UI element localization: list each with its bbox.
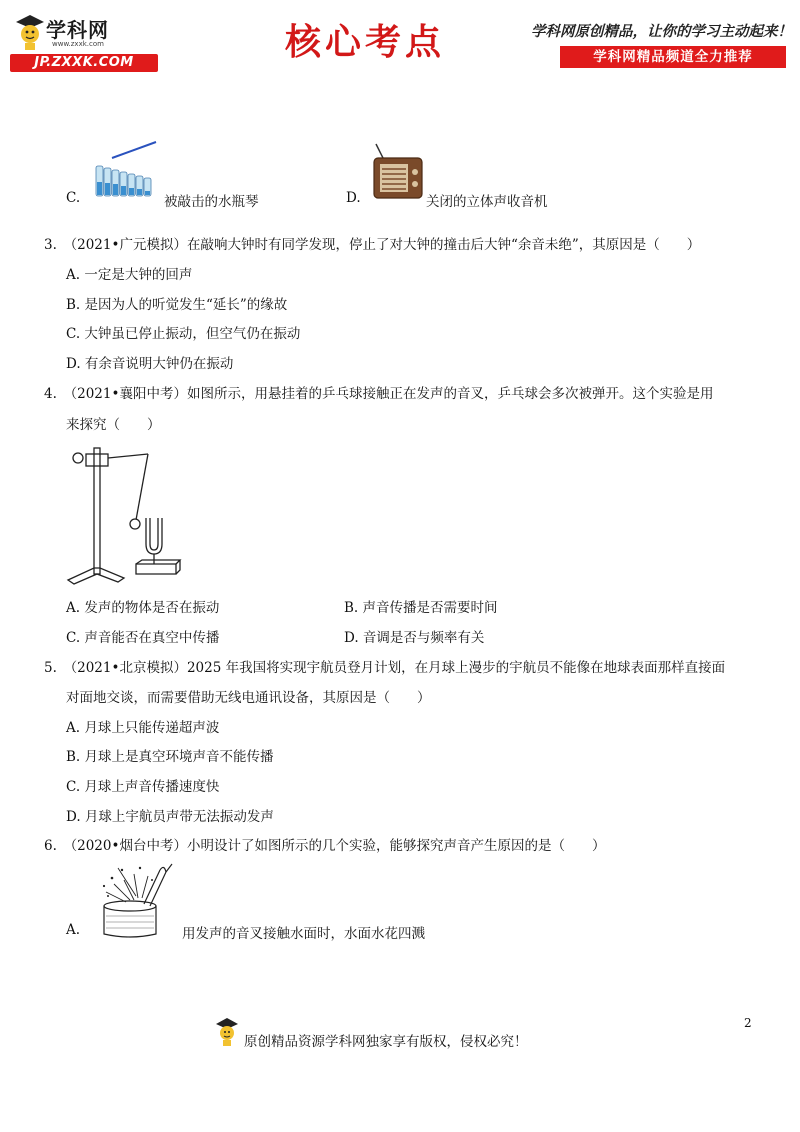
q5-option-d: D. 月球上宇航员声带无法振动发声 (66, 809, 274, 825)
q6-option-a-letter: A. (66, 922, 81, 938)
q5-stem-line-2: 对面地交谈，而需要借助无线电通讯设备，其原因是（ ） (66, 690, 431, 706)
q4-option-a: A. 发声的物体是否在振动 (66, 600, 220, 616)
q6-option-a-text: 用发声的音叉接触水面时，水面水花四溅 (182, 926, 425, 942)
header-slogan-banner: 学科网精品频道全力推荐 (560, 46, 786, 68)
footer-copyright: 原创精品资源学科网独家享有版权，侵权必究！ (244, 1034, 528, 1050)
logo-name: 学科网 (46, 18, 109, 42)
q5-stem-line-1: 5. （2021•北京模拟）2025 年我国将实现宇航员登月计划，在月球上漫步的宇航员不能像在地球表面那样直接面 (44, 660, 726, 676)
q3-option-d: D. 有余音说明大钟仍在振动 (66, 356, 234, 372)
logo-badge: JP.ZXXK.COM (10, 54, 158, 72)
q3-option-a: A. 一定是大钟的回声 (66, 267, 193, 283)
site-logo[interactable] (8, 10, 158, 72)
q2-option-d-letter: D. (346, 190, 361, 206)
water-bottle-xylophone-image (92, 138, 158, 200)
mascot-icon (214, 1016, 240, 1048)
q3-stem: 3. （2021•广元模拟）在敲响大钟时有同学发现，停止了对大钟的撞击后大钟“余音未绝”，其原因是（ ） (44, 237, 701, 253)
q5-option-a: A. 月球上只能传递超声波 (66, 720, 220, 736)
q6-stem: 6. （2020•烟台中考）小明设计了如图所示的几个实验，能够探究声音产生原因的是（ ） (44, 838, 606, 854)
q5-option-c: C. 月球上声音传播速度快 (66, 779, 220, 795)
mascot-icon (12, 12, 48, 52)
q3-option-b: B. 是因为人的听觉发生“延长”的缘故 (66, 297, 288, 313)
page-number: 2 (744, 1016, 752, 1030)
q5-option-b: B. 月球上是真空环境声音不能传播 (66, 749, 274, 765)
q4-stem-line-1: 4. （2021•襄阳中考）如图所示，用悬挂着的乒乓球接触正在发声的音叉，乒乓球会多次被弹开。这个实验是用 (44, 386, 714, 402)
q2-option-c-text: 被敲击的水瓶琴 (164, 194, 259, 210)
tuning-fork-experiment-image (64, 440, 184, 585)
header-slogan: 学科网原创精品，让你的学习主动起来！ (531, 24, 792, 40)
radio-image (372, 142, 424, 202)
tuning-fork-water-splash-image (94, 860, 174, 940)
logo-url: www.zxxk.com (52, 40, 104, 48)
q3-option-c: C. 大钟虽已停止振动，但空气仍在振动 (66, 326, 301, 342)
q2-option-d-text: 关闭的立体声收音机 (426, 194, 548, 210)
q4-stem-line-2: 来探究（ ） (66, 417, 161, 433)
q4-option-b: B. 声音传播是否需要时间 (344, 600, 498, 616)
q4-option-d: D. 音调是否与频率有关 (344, 630, 485, 646)
page-header-title: 核心考点 (284, 21, 445, 63)
q4-option-c: C. 声音能否在真空中传播 (66, 630, 220, 646)
q2-option-c-letter: C. (66, 190, 81, 206)
